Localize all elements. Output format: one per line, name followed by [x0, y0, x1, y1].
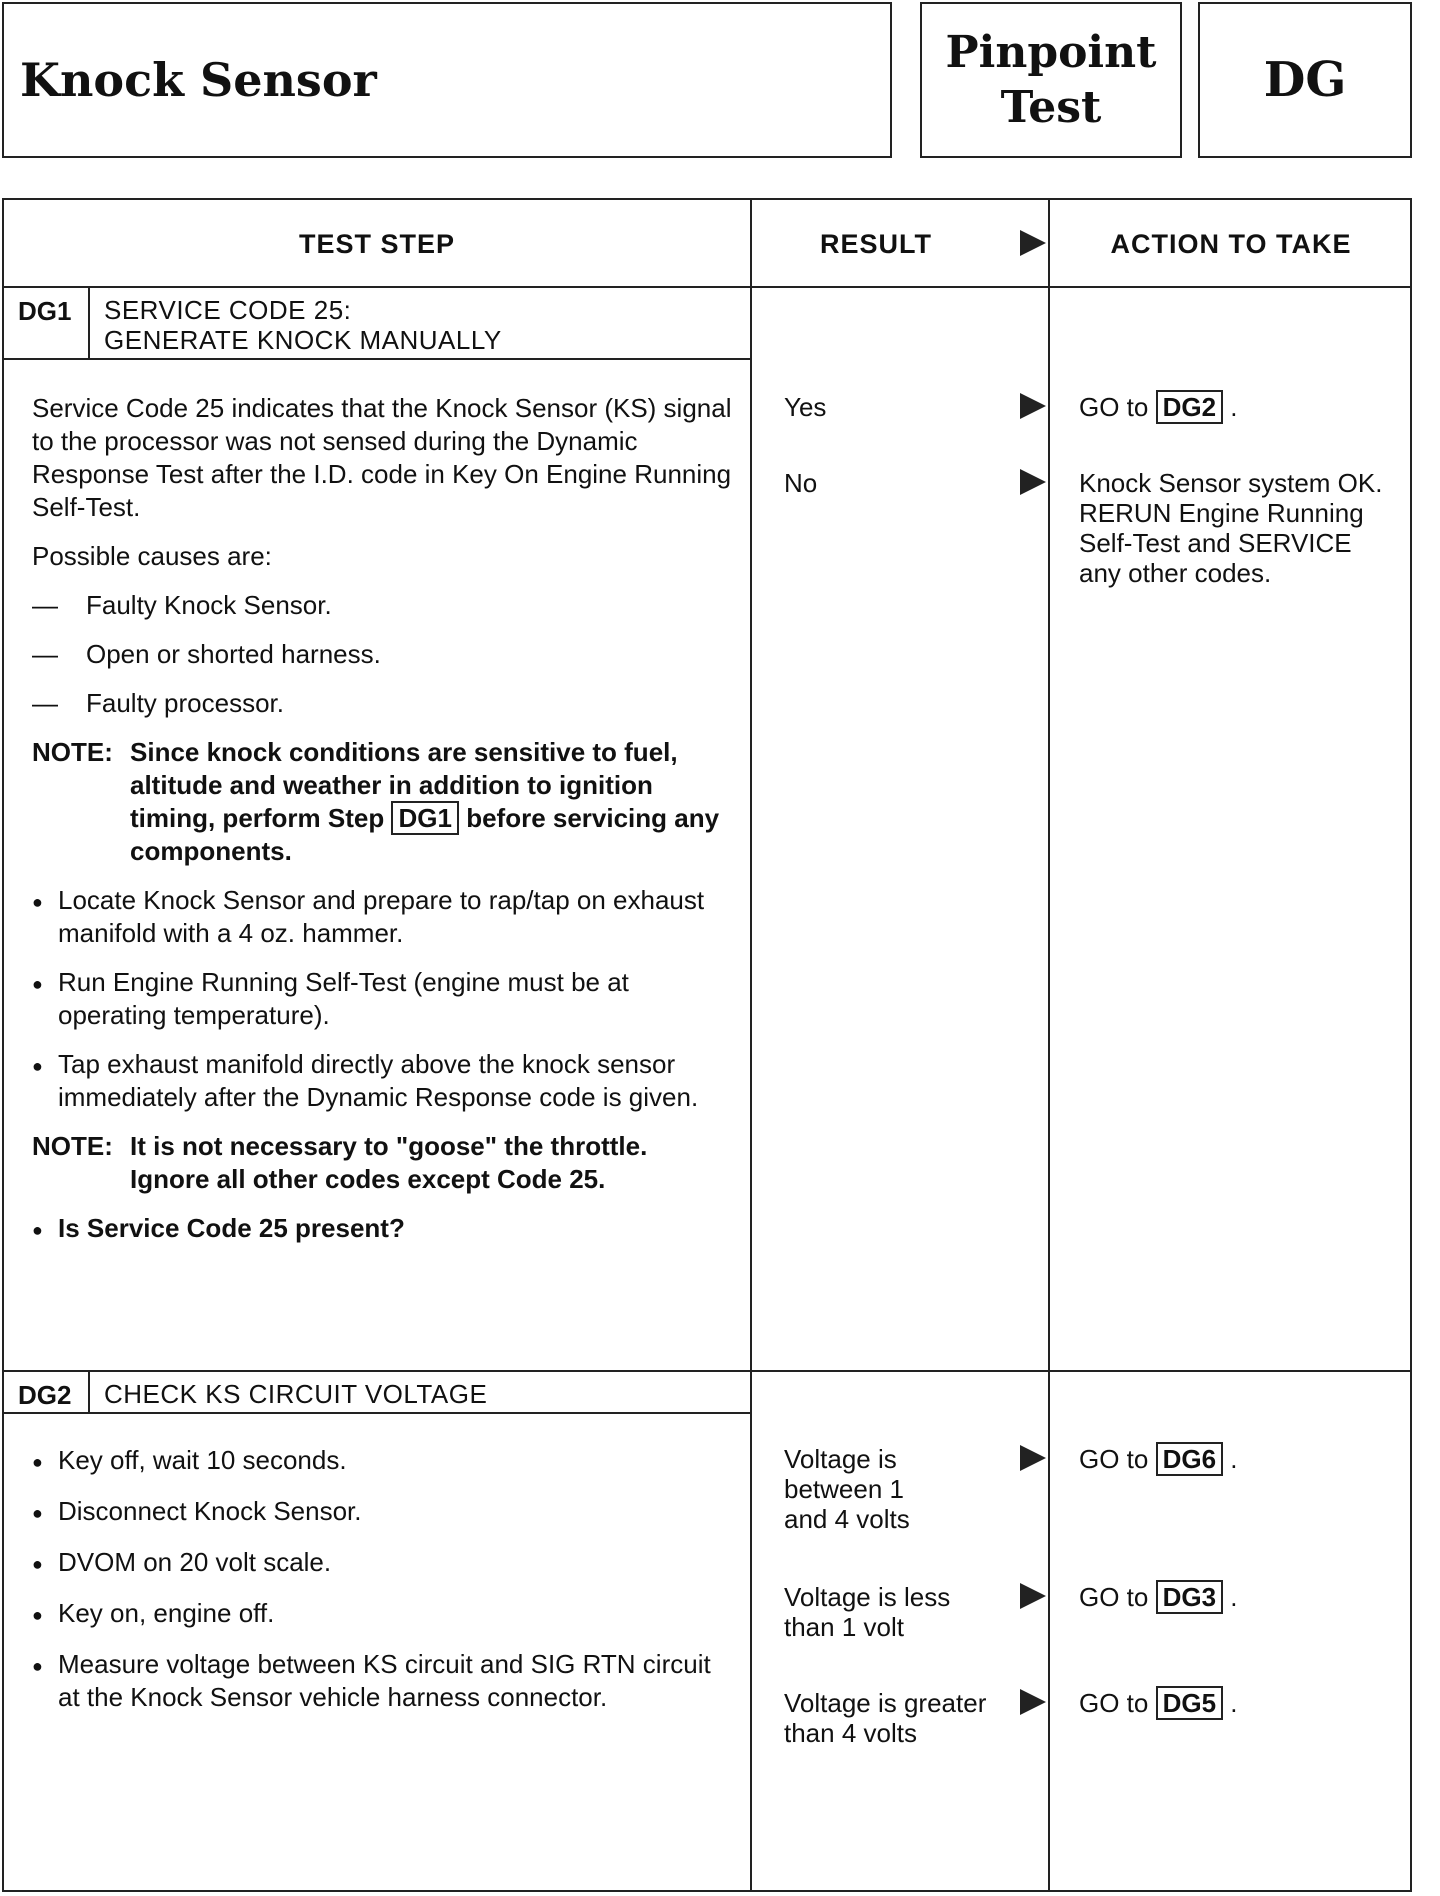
step-code: DG1 — [4, 288, 90, 358]
bullet-icon: ● — [32, 1605, 43, 1625]
test-code-box: DG — [1198, 2, 1412, 158]
list-item: — Faulty Knock Sensor. — [32, 590, 332, 620]
list-item: ● Locate Knock Sensor and prepare to rap/tap on exhaust manifold with a 4 oz. hammer. — [32, 885, 705, 948]
dg2-action-2: GO to DG3 . — [1079, 1582, 1238, 1612]
test-type-box — [920, 2, 1182, 158]
divider-result — [750, 200, 752, 1890]
dg2-result-1: Voltage is between 1 and 4 volts — [784, 1444, 910, 1534]
bullet-icon: ● — [32, 1220, 43, 1240]
step-code: DG2 — [4, 1372, 90, 1412]
test-type-line2: Test — [1000, 82, 1102, 133]
dg2-result-2: Voltage is less than 1 volt — [784, 1582, 951, 1642]
list-item: — Open or shorted harness. — [32, 639, 381, 669]
bullet-icon: ● — [32, 1452, 43, 1472]
bullet-icon: ● — [32, 1503, 43, 1523]
test-type-line1: Pinpoint — [945, 27, 1157, 78]
dg1-question: ● Is Service Code 25 present? — [32, 1212, 732, 1247]
bullet-icon: ● — [32, 974, 43, 994]
dg2-action-3: GO to DG5 . — [1079, 1688, 1238, 1718]
step-ref-dg5: DG5 — [1156, 1686, 1223, 1720]
dg1-causes-heading: Possible causes are: — [32, 541, 272, 571]
list-item: ● Tap exhaust manifold directly above the knock sensor immediately after the Dynamic Response code is given. — [32, 1049, 699, 1112]
list-item: ● Key on, engine off. — [32, 1597, 732, 1632]
pinpoint-table — [2, 198, 1412, 1892]
col-test-step: TEST STEP — [298, 228, 456, 259]
step-ref-dg1: DG1 — [391, 801, 458, 835]
list-item: ● Disconnect Knock Sensor. — [32, 1495, 732, 1530]
arrow-icon — [1020, 1689, 1046, 1715]
dg1-note-2: NOTE: It is not necessary to "goose" the throttle. Ignore all other codes except Code 25. — [32, 1131, 648, 1194]
dg1-body — [32, 392, 732, 1263]
divider-action — [1048, 200, 1050, 1890]
list-item: ● Run Engine Running Self-Test (engine must be at operating temperature). — [32, 967, 629, 1030]
arrow-icon — [1020, 1583, 1046, 1609]
col-result: RESULT — [820, 228, 932, 259]
step-ref-dg6: DG6 — [1156, 1442, 1223, 1476]
arrow-icon — [1020, 393, 1046, 419]
result-arrow-icon — [1020, 230, 1046, 256]
bullet-icon: ● — [32, 1554, 43, 1574]
dg1-note-1: NOTE: Since knock conditions are sensitive to fuel, altitude and weather in addition to ignition timing, perform Step DG1 before servicing any components. — [32, 737, 720, 866]
step-label-dg2 — [4, 1372, 750, 1414]
dg1-action-no: Knock Sensor system OK. RERUN Engine Running Self-Test and SERVICE any other codes. — [1079, 468, 1383, 588]
step-label-dg1 — [4, 288, 750, 360]
dg2-result-3: Voltage is greater than 4 volts — [784, 1688, 987, 1748]
arrow-icon — [1020, 469, 1046, 495]
page-title: Knock Sensor — [2, 2, 892, 158]
dg1-intro: Service Code 25 indicates that the Knock Sensor (KS) signal to the processor was not sensed during the Dynamic Response Test after the I.D. code in Key On Engine Running Self-Test. — [32, 393, 732, 522]
list-item: ● Measure voltage between KS circuit and SIG RTN circuit at the Knock Sensor vehicle harness connector. — [32, 1649, 711, 1712]
step-ref-dg2: DG2 — [1156, 390, 1223, 424]
list-item: ● DVOM on 20 volt scale. — [32, 1546, 732, 1581]
list-item: ● Key off, wait 10 seconds. — [32, 1444, 732, 1479]
bullet-icon: ● — [32, 1056, 43, 1076]
step-title: SERVICE CODE 25: GENERATE KNOCK MANUALLY — [104, 295, 502, 355]
list-item: — Faulty processor. — [32, 688, 284, 718]
bullet-icon: ● — [32, 1656, 43, 1676]
col-action: ACTION TO TAKE — [1110, 228, 1352, 259]
bullet-icon: ● — [32, 892, 43, 912]
arrow-icon — [1020, 1445, 1046, 1471]
dg1-action-yes: GO to DG2 . — [1079, 392, 1238, 422]
step-ref-dg3: DG3 — [1156, 1580, 1223, 1614]
dg1-result-no: No — [784, 468, 818, 498]
dg1-result-yes: Yes — [784, 392, 827, 422]
step-title: CHECK KS CIRCUIT VOLTAGE — [104, 1379, 488, 1409]
dg2-body — [32, 1444, 732, 1730]
dg2-action-1: GO to DG6 . — [1079, 1444, 1238, 1474]
